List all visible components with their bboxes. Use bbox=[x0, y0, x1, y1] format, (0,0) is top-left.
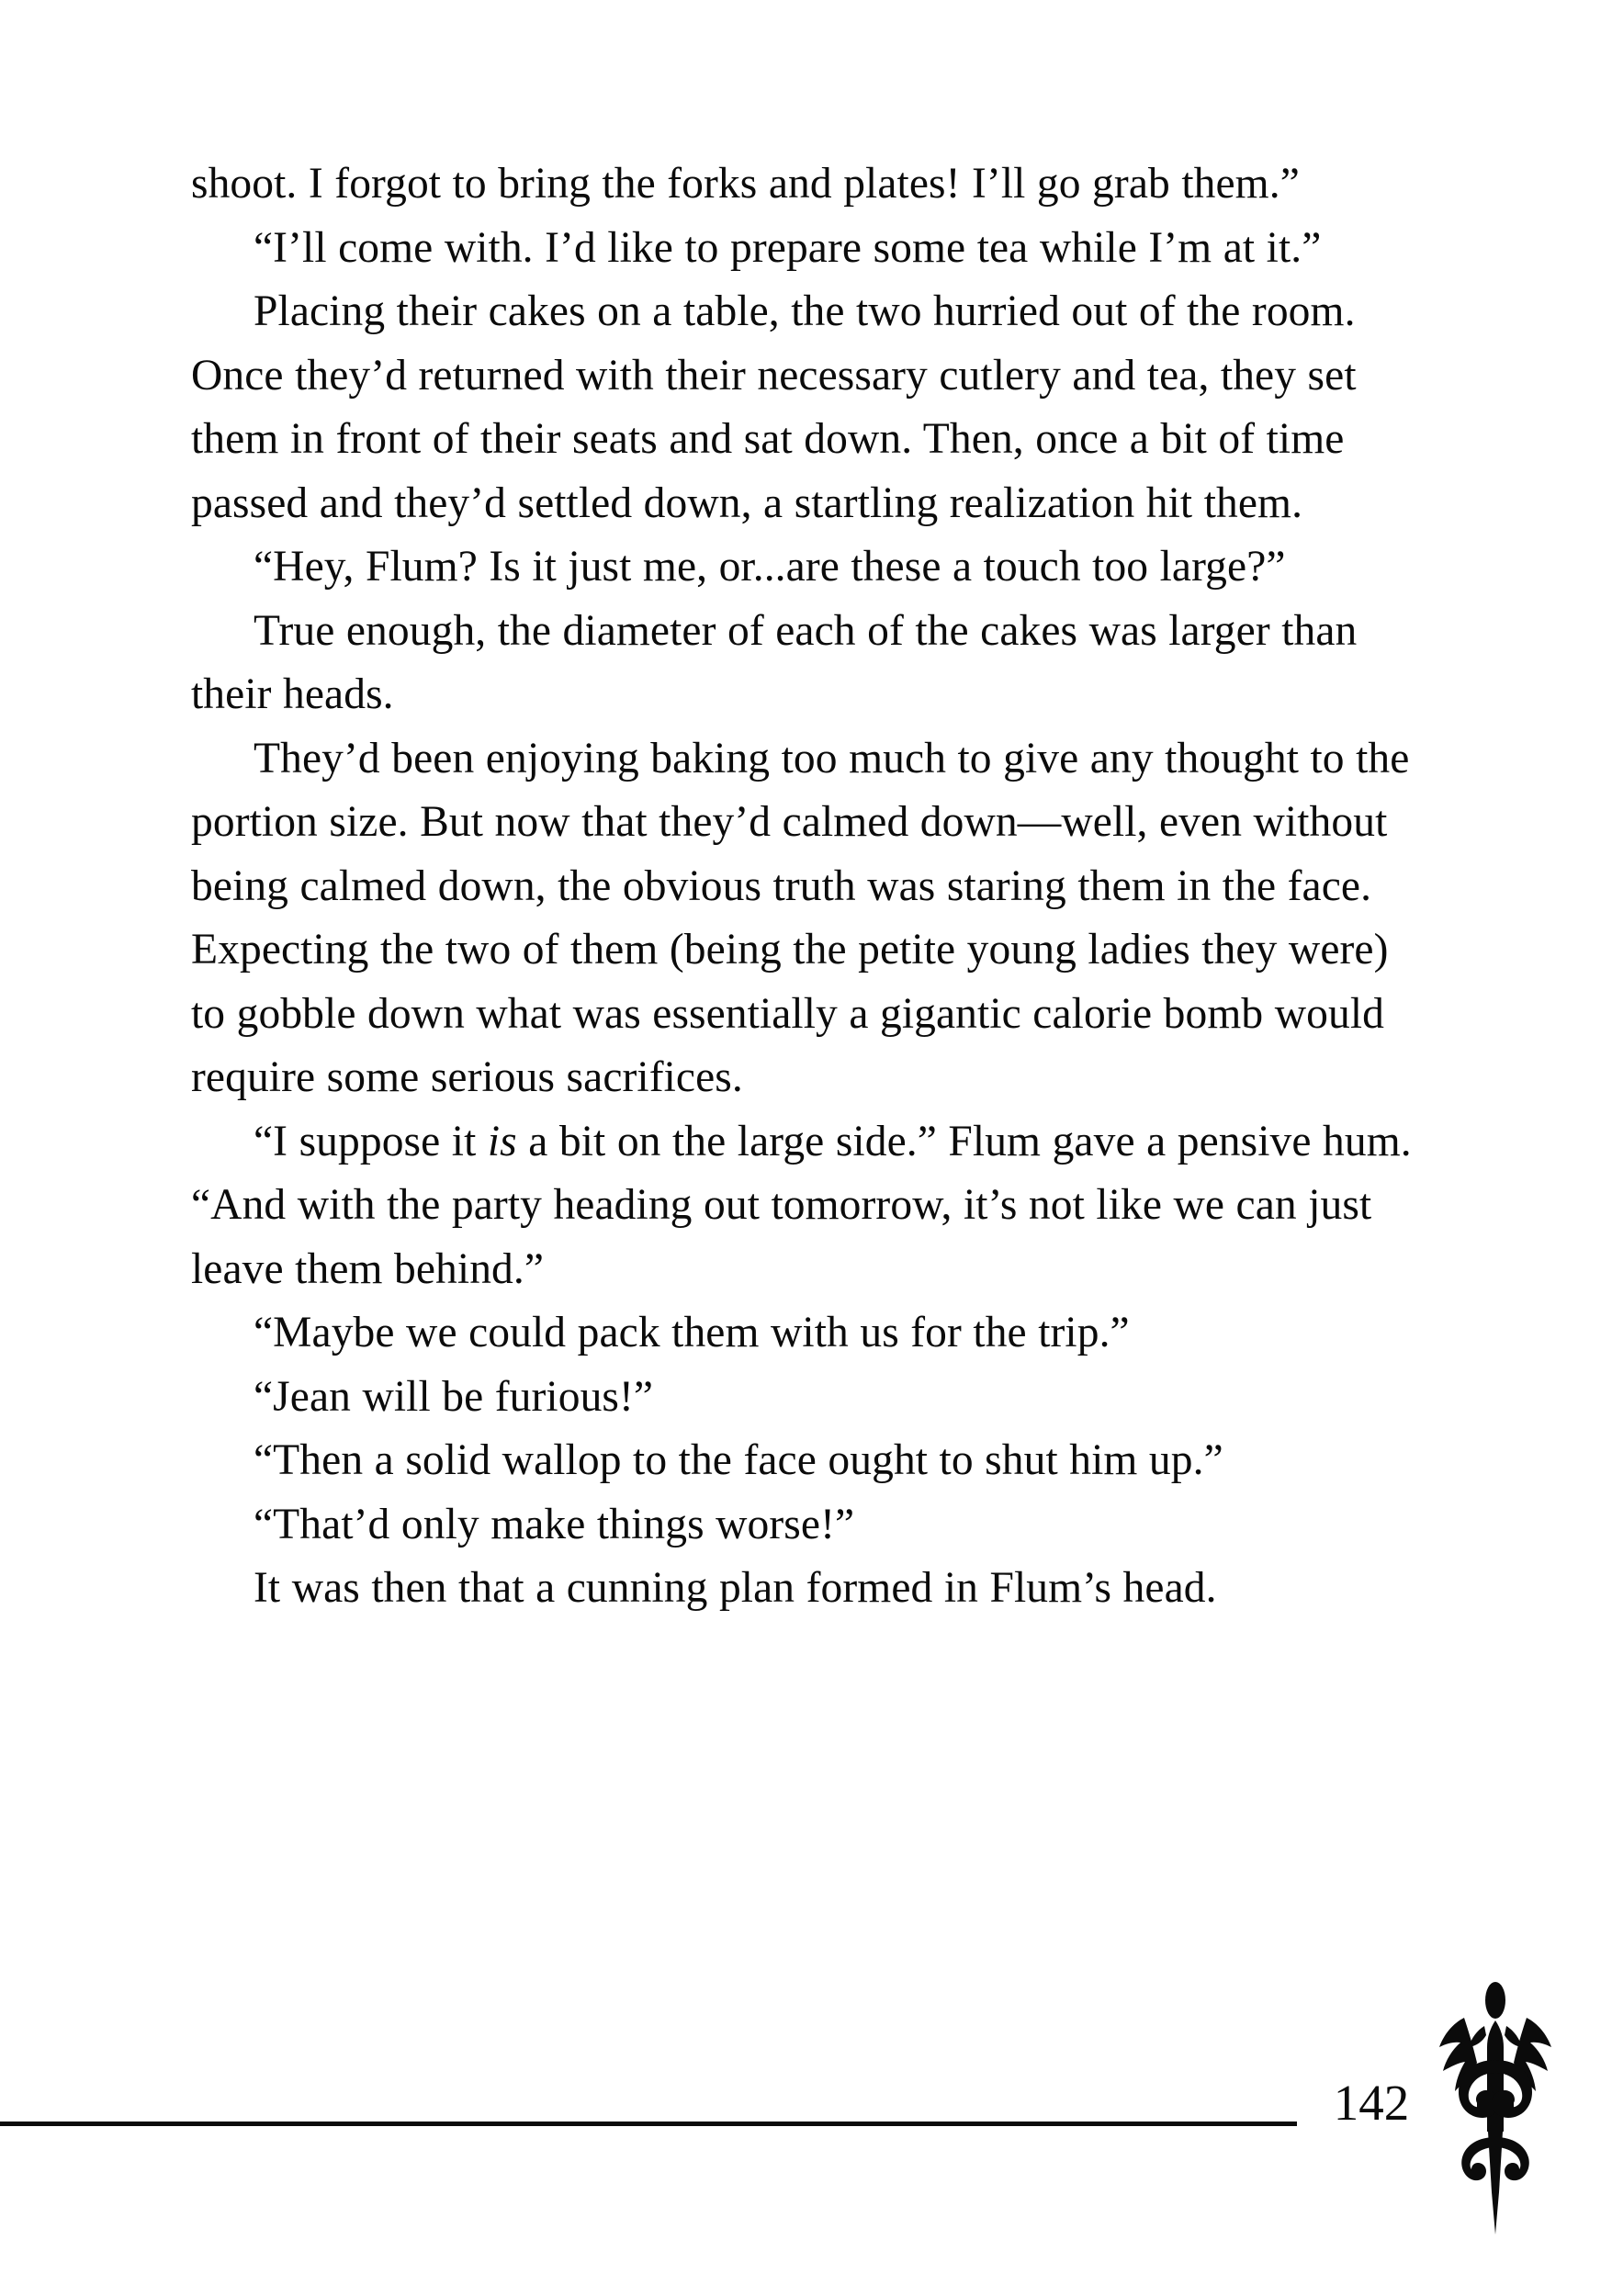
paragraph-with-emphasis bbox=[191, 1110, 1426, 1302]
paragraph: “Jean will be furious!” bbox=[254, 1372, 654, 1421]
footer-divider-rule bbox=[0, 2122, 1297, 2126]
emphasized-word: is bbox=[487, 1117, 517, 1165]
paragraph: They’d been enjoying baking too much to give any thought to the portion size. But now that they’d calmed down—well, even without being calmed down, the obvious truth was staring them in the face. Expecting the two of them (being the petite young ladies they were) to gobble down what was essentially a gigantic calorie bomb would require some serious sacrifices. bbox=[191, 734, 1410, 1101]
winged-dagger-ornament-icon bbox=[1422, 1970, 1569, 2245]
paragraph: “Maybe we could pack them with us for the trip.” bbox=[254, 1309, 1130, 1356]
page-footer bbox=[0, 2075, 1612, 2267]
paragraph: Placing their cakes on a table, the two hurried out of the room. Once they’d returned with their necessary cutlery and tea, they set them in front of their seats and sat down. Then, once a bit of time passed and they’d settled down, a startling realization hit them. bbox=[191, 287, 1357, 527]
paragraph: It was then that a cunning plan formed in Flum’s head. bbox=[254, 1564, 1217, 1612]
page-number: 142 bbox=[1333, 2075, 1410, 2131]
body-text-block bbox=[191, 152, 1426, 1621]
paragraph: “Then a solid wallop to the face ought to shut him up.” bbox=[254, 1436, 1223, 1484]
paragraph: “That’d only make things worse!” bbox=[254, 1500, 855, 1548]
paragraph: True enough, the diameter of each of the cakes was larger than their heads. bbox=[191, 606, 1358, 718]
paragraph: “Hey, Flum? Is it just me, or...are these a touch too large?” bbox=[254, 543, 1286, 591]
paragraph-text-after: a bit on the large side.” Flum gave a pensive hum. “And with the party heading out tomorrow, it’s not like we can just leave them behind.” bbox=[191, 1117, 1412, 1293]
paragraph: shoot. I forgot to bring the forks and plates! I’ll go grab them.” bbox=[191, 160, 1300, 208]
paragraph: “I’ll come with. I’d like to prepare some tea while I’m at it.” bbox=[254, 223, 1322, 272]
paragraph-text-before: “I suppose it bbox=[254, 1117, 488, 1165]
